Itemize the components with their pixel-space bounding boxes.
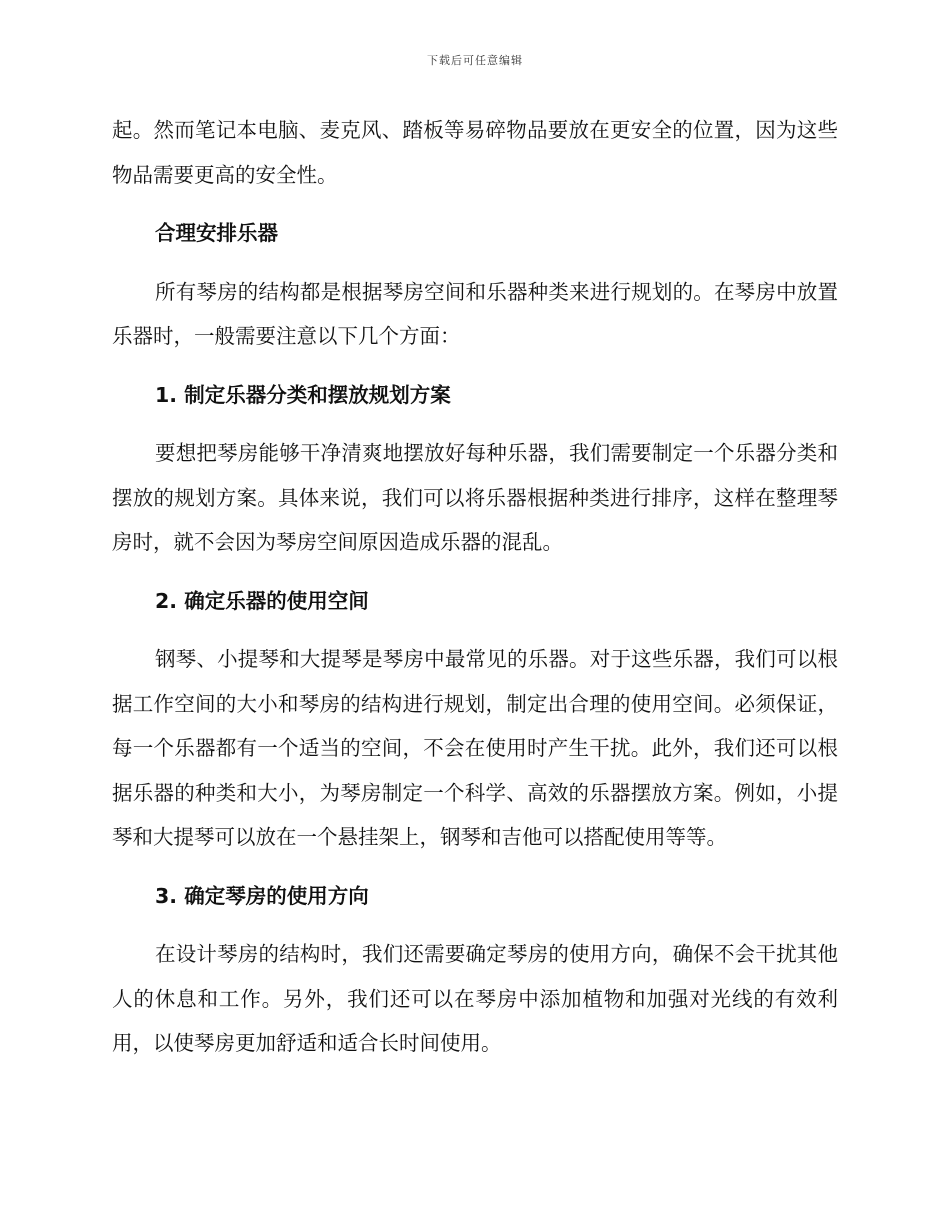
paragraph-intro: 所有琴房的结构都是根据琴房空间和乐器种类来进行规划的。在琴房中放置乐器时，一般需要注意以下几个方面： [112,279,838,348]
paragraph-2: 钢琴、小提琴和大提琴是琴房中最常见的乐器。对于这些乐器，我们可以根据工作空间的大小和琴房的结构进行规划，制定出合理的使用空间。必须保证，每一个乐器都有一个适当的空间，不会在使用时产生干扰。此外，我们还可以根据乐器的种类和大小，为琴房制定一个科学、高效的乐器摆放方案。例如，小提琴和大提琴可以放在一个悬挂架上，钢琴和吉他可以搭配使用等等。 [112,647,838,849]
paragraph-continuation: 起。然而笔记本电脑、麦克风、踏板等易碎物品要放在更安全的位置，因为这些物品需要更高的安全性。 [112,118,838,187]
paragraph-3: 在设计琴房的结构时，我们还需要确定琴房的使用方向，确保不会干扰其他人的休息和工作。另外，我们还可以在琴房中添加植物和加强对光线的有效利用，以使琴房更加舒适和适合长时间使用。 [112,942,838,1055]
document-body [112,108,838,1080]
section-heading: 合理安排乐器 [155,221,278,245]
header-note: 下载后可任意编辑 [427,54,523,67]
paragraph-1: 要想把琴房能够干净清爽地摆放好每种乐器，我们需要制定一个乐器分类和摆放的规划方案。具体来说，我们可以将乐器根据种类进行排序，这样在整理琴房时，就不会因为琴房空间原因造成乐器的混乱。 [112,441,838,554]
subheading-1: 1. 制定乐器分类和摆放规划方案 [155,382,451,407]
subheading-2: 2. 确定乐器的使用空间 [155,588,369,613]
subheading-3: 3. 确定琴房的使用方向 [155,883,369,908]
